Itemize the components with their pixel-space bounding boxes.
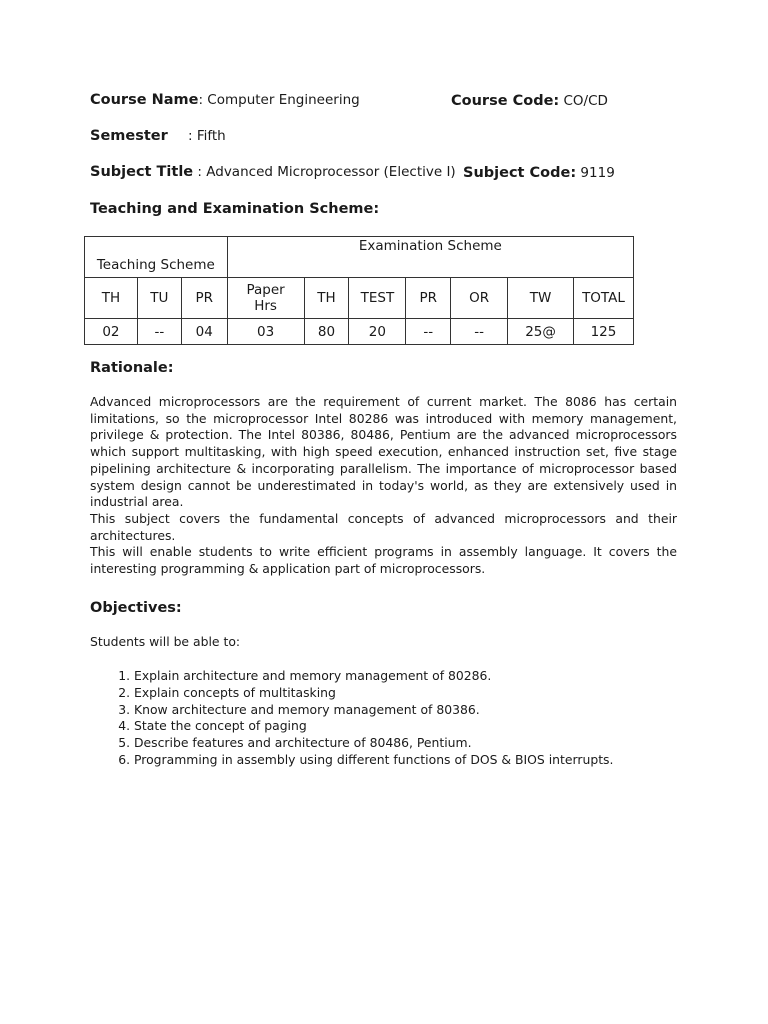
col-paper-hrs [227,278,304,319]
col-tu: TU [137,278,181,319]
table-cell: -- [451,319,508,345]
subject-title-value: : Advanced Microprocessor (Elective I) [193,164,456,180]
table-column-row [85,278,634,319]
table-cell: 25@ [508,319,574,345]
table-cell: 20 [349,319,406,345]
subject-title-label: Subject Title [90,164,194,180]
rationale-heading: Rationale: [90,360,174,376]
list-item: 1. Explain architecture and memory management of 80286. [134,668,613,685]
subject-code-label: Subject Code: [463,165,577,181]
table-cell: 125 [573,319,633,345]
col-or: OR [451,278,508,319]
scheme-table [84,236,634,345]
objectives-heading: Objectives: [90,600,182,616]
course-code-value: CO/CD [559,93,608,109]
rationale-paragraph-1: Advanced microprocessors are the requirement of current market. The 8086 has certain limitations, so the microprocessor Intel 80286 was introduced with memory management, privilege & protection. The Intel 80386, 80486, Pentium are the advanced microprocessors which support multitasking, with high speed execution, enhanced instruction set, five stage pipelining architecture & incorporating parallelism. The importance of microprocessor based system design cannot be underestimated in today's world, as they are extensively used in industrial area. [90,394,677,510]
course-name-value: : Computer Engineering [198,92,360,108]
rationale-paragraph-2: This subject covers the fundamental concepts of advanced microprocessors and their architectures. [90,511,677,543]
table-row [85,319,634,345]
col-exam-pr: PR [406,278,451,319]
semester-line [90,127,226,145]
col-pr: PR [181,278,227,319]
table-cell: -- [137,319,181,345]
col-tw: TW [508,278,574,319]
table-cell: 02 [85,319,138,345]
table-cell: -- [406,319,451,345]
list-item: 2. Explain concepts of multitasking [134,685,613,702]
table-cell: 03 [227,319,304,345]
subject-code-line [463,163,615,182]
table-cell: 04 [181,319,227,345]
examination-scheme-header: Examination Scheme [227,237,633,278]
col-exam-th: TH [304,278,349,319]
course-name-line [90,91,360,109]
objectives-intro: Students will be able to: [90,634,241,649]
col-paper-hrs-line2: Hrs [254,298,277,314]
list-item: 5. Describe features and architecture of 80486, Pentium. [134,735,613,752]
teaching-scheme-header: Teaching Scheme [85,237,228,278]
scheme-heading: Teaching and Examination Scheme: [90,201,380,217]
course-name-label: Course Name [90,92,199,108]
col-th: TH [85,278,138,319]
col-paper-hrs-line1: Paper [246,282,285,298]
table-header-row [85,237,634,278]
subject-code-value: 9119 [576,165,615,181]
objectives-list [90,668,613,769]
table-cell: 80 [304,319,349,345]
semester-value: : Fifth [188,128,226,144]
col-test: TEST [349,278,406,319]
list-item: 4. State the concept of paging [134,718,613,735]
col-total: TOTAL [573,278,633,319]
subject-title-line [90,163,456,181]
rationale-paragraph-3: This will enable students to write efficient programs in assembly language. It covers the interesting programming & application part of microprocessors. [90,544,677,576]
list-item: 3. Know architecture and memory management of 80386. [134,702,613,719]
course-code-line [451,91,608,110]
semester-label: Semester [90,128,168,144]
course-code-label: Course Code: [451,93,560,109]
list-item: 6. Programming in assembly using different functions of DOS & BIOS interrupts. [134,752,613,769]
